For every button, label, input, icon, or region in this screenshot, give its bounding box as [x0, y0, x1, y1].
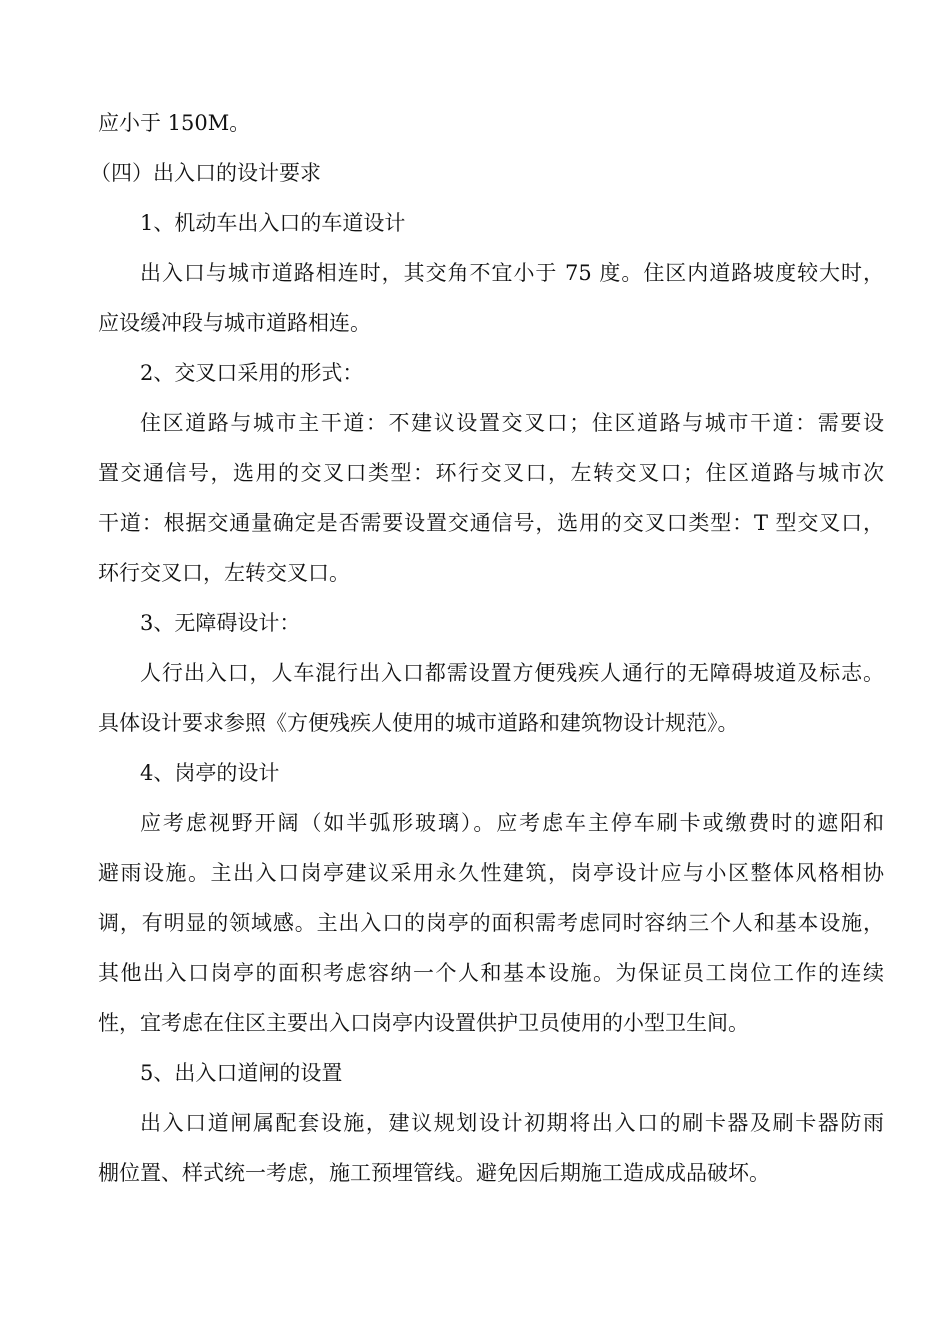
- paragraph-line: 性，宜考虑在住区主要出入口岗亭内设置供护卫员使用的小型卫生间。: [98, 1011, 749, 1035]
- paragraph-line: 环行交叉口，左转交叉口。: [98, 561, 350, 585]
- paragraph-line: 应设缓冲段与城市道路相连。: [98, 311, 371, 335]
- paragraph-line: 应小于 150M。: [98, 111, 251, 135]
- paragraph-line: 出入口与城市道路相连时，其交角不宜小于 75 度。住区内道路坡度较大时，: [140, 261, 884, 285]
- document-body: [90, 98, 884, 1198]
- paragraph-line: 干道：根据交通量确定是否需要设置交通信号，选用的交叉口类型：T 型交叉口，: [98, 511, 884, 535]
- paragraph-line: 置交通信号，选用的交叉口类型：环行交叉口，左转交叉口；住区道路与城市次: [98, 461, 884, 485]
- subsection-heading: 1、机动车出入口的车道设计: [140, 211, 406, 235]
- subsection-heading: 5、出入口道闸的设置: [140, 1061, 343, 1085]
- paragraph-line: 人行出入口，人车混行出入口都需设置方便残疾人通行的无障碍坡道及标志。: [140, 661, 884, 685]
- subsection-heading: 4、岗亭的设计: [140, 761, 280, 785]
- paragraph-line: 避雨设施。主出入口岗亭建议采用永久性建筑，岗亭设计应与小区整体风格相协: [98, 861, 884, 885]
- subsection-heading: 2、交叉口采用的形式：: [140, 361, 364, 385]
- paragraph-line: 棚位置、样式统一考虑，施工预埋管线。避免因后期施工造成成品破坏。: [98, 1161, 770, 1185]
- section-heading: （四）出入口的设计要求: [90, 161, 321, 185]
- paragraph-line: 具体设计要求参照《方便残疾人使用的城市道路和建筑物设计规范》。: [98, 711, 739, 735]
- paragraph-line: 调，有明显的领域感。主出入口的岗亭的面积需考虑同时容纳三个人和基本设施，: [98, 911, 884, 935]
- paragraph-line: 其他出入口岗亭的面积考虑容纳一个人和基本设施。为保证员工岗位工作的连续: [98, 961, 884, 985]
- paragraph-line: 住区道路与城市主干道：不建议设置交叉口；住区道路与城市干道：需要设: [140, 411, 884, 435]
- paragraph-line: 应考虑视野开阔（如半弧形玻璃）。应考虑车主停车刷卡或缴费时的遮阳和: [140, 811, 884, 835]
- paragraph-line: 出入口道闸属配套设施，建议规划设计初期将出入口的刷卡器及刷卡器防雨: [140, 1111, 884, 1135]
- subsection-heading: 3、无障碍设计：: [140, 611, 301, 635]
